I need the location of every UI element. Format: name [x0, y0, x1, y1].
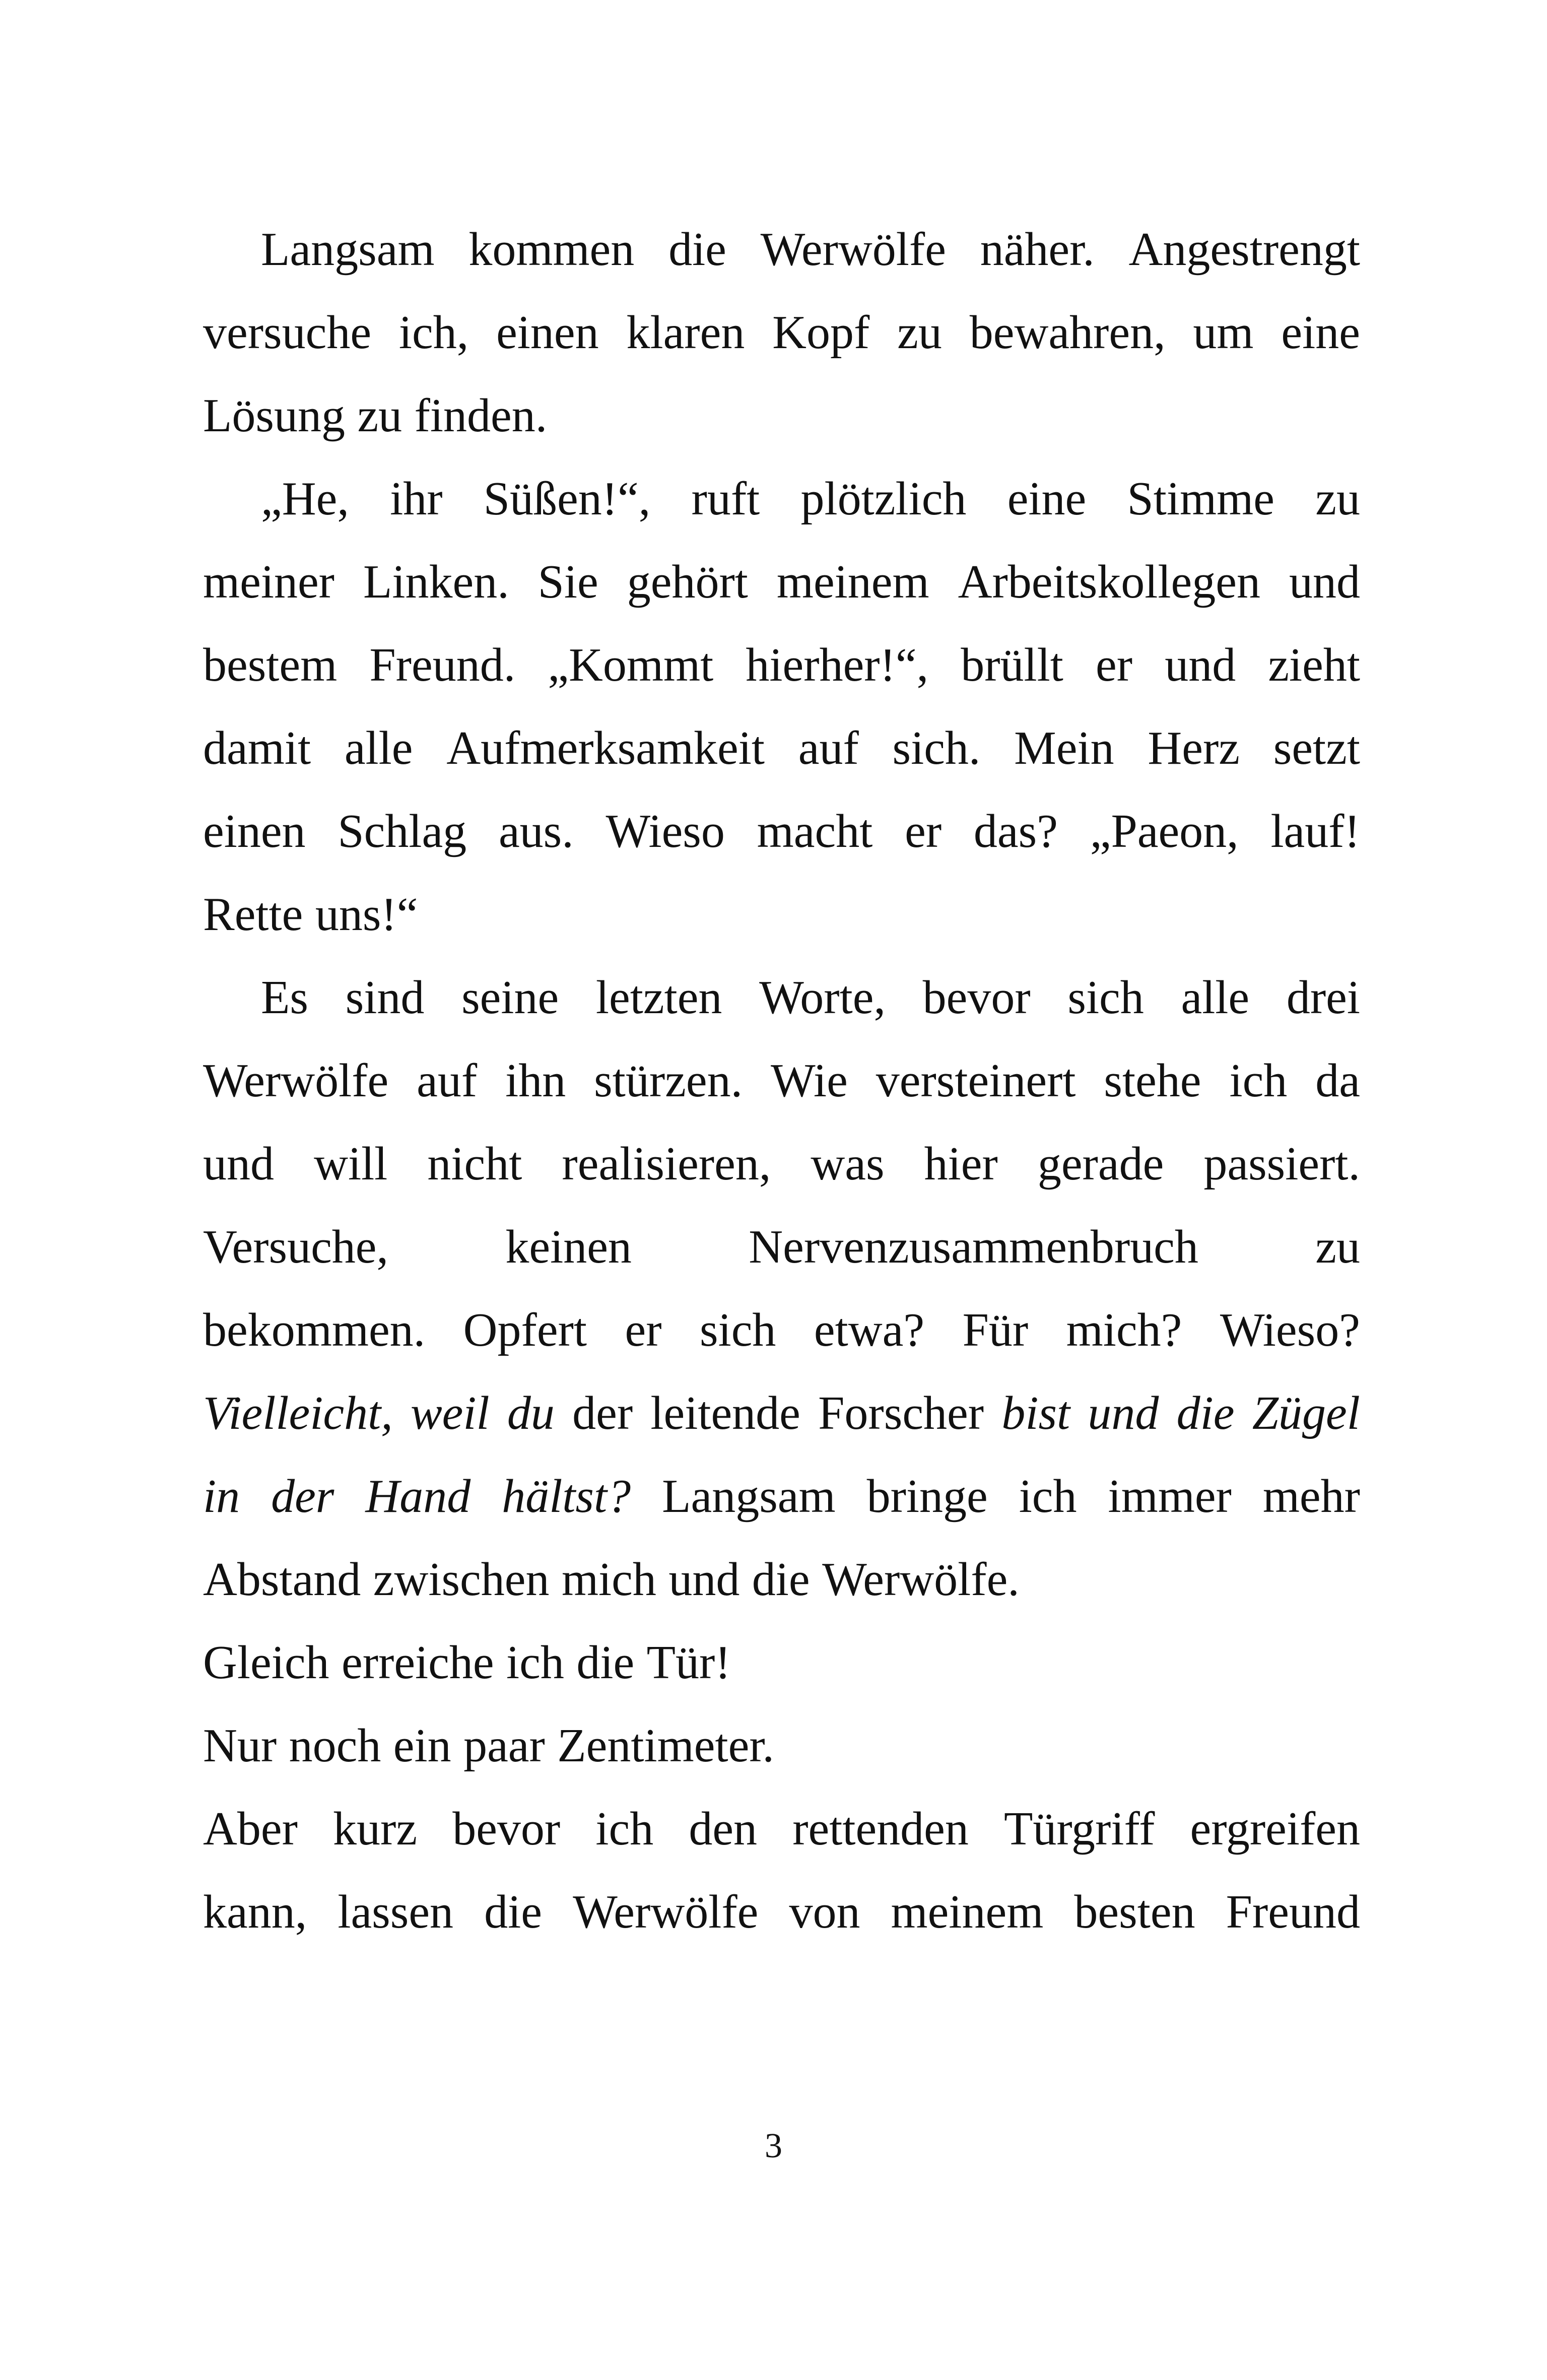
word: zieht	[1268, 639, 1360, 691]
word: alle	[344, 722, 413, 774]
word: Herz	[1148, 722, 1240, 774]
word: einen	[203, 805, 306, 857]
word: kurz	[333, 1803, 418, 1855]
word: ich	[1229, 1054, 1288, 1107]
word: paar	[463, 1720, 545, 1772]
text-line	[203, 956, 1360, 1039]
text-line	[203, 1289, 1360, 1372]
word: bevor	[452, 1803, 561, 1855]
word: keinen	[505, 1221, 632, 1273]
word: Aufmerksamkeit	[446, 722, 765, 774]
word: Türgriff	[1004, 1803, 1155, 1855]
word: immer	[1108, 1470, 1232, 1523]
word: und	[1289, 556, 1360, 608]
word: Wieso	[606, 805, 725, 857]
word: und	[203, 1138, 274, 1190]
text-line	[203, 1206, 1360, 1289]
word: ich	[506, 1636, 564, 1689]
italic-word: der	[271, 1470, 334, 1523]
text-line	[203, 707, 1360, 790]
text-line	[203, 1871, 1360, 1954]
word: und	[1165, 639, 1236, 691]
word: Für	[962, 1304, 1029, 1356]
word: Rette	[203, 888, 303, 941]
word: lassen	[338, 1886, 454, 1938]
word: sich.	[892, 722, 981, 774]
word: Zentimeter.	[557, 1720, 774, 1772]
word: alle	[1181, 971, 1250, 1024]
word: gerade	[1037, 1138, 1164, 1190]
word: Werwölfe	[573, 1886, 759, 1938]
word: besten	[1074, 1886, 1195, 1938]
word: Werwölfe	[203, 1054, 389, 1107]
word: den	[689, 1803, 758, 1855]
italic-word: Zügel	[1252, 1387, 1360, 1439]
word: Süßen!“,	[483, 473, 651, 525]
word: das?	[973, 805, 1058, 857]
word: eine	[1281, 306, 1360, 359]
word: sind	[345, 971, 425, 1024]
word: Freund	[1226, 1886, 1360, 1938]
text-line	[203, 1621, 1360, 1704]
word: ihn	[505, 1054, 566, 1107]
word: Wieso?	[1220, 1304, 1360, 1356]
word: aus.	[498, 805, 574, 857]
word: gehört	[627, 556, 748, 608]
word: meiner	[203, 556, 334, 608]
word: Werwölfe	[760, 223, 946, 276]
text-line	[203, 457, 1360, 541]
text-line	[203, 291, 1360, 374]
text-line	[203, 873, 1360, 956]
italic-word: die	[1176, 1387, 1235, 1439]
text-line	[203, 1372, 1360, 1455]
word: meinem	[891, 1886, 1044, 1938]
italic-word: Hand	[365, 1470, 471, 1523]
word: kommen	[468, 223, 635, 276]
word: zu	[357, 389, 402, 442]
word: seine	[461, 971, 559, 1024]
word: will	[314, 1138, 388, 1190]
word: die	[668, 223, 726, 276]
word: Mein	[1014, 722, 1114, 774]
word: stehe	[1104, 1054, 1201, 1107]
word: Langsam	[662, 1470, 836, 1523]
word: zu	[1315, 473, 1360, 525]
italic-word: hältst?	[502, 1470, 631, 1523]
word: finden.	[414, 389, 548, 442]
word: meinem	[776, 556, 929, 608]
word: plötzlich	[800, 473, 967, 525]
word: hier	[924, 1138, 998, 1190]
word: Stimme	[1127, 473, 1274, 525]
word: drei	[1286, 971, 1360, 1024]
word: Worte,	[759, 971, 886, 1024]
word: er	[905, 805, 942, 857]
word: realisieren,	[562, 1138, 771, 1190]
word: Es	[261, 971, 308, 1024]
word: Angestrengt	[1128, 223, 1360, 276]
word: er	[625, 1304, 662, 1356]
word: kann,	[203, 1886, 307, 1938]
word: zwischen	[373, 1553, 550, 1606]
word: Opfert	[463, 1304, 587, 1356]
word: zu	[1315, 1221, 1360, 1273]
word: Forscher	[818, 1387, 984, 1439]
page-number: 3	[765, 2127, 782, 2165]
word: der	[572, 1387, 633, 1439]
word: ihr	[390, 473, 443, 525]
word: Abstand	[203, 1553, 361, 1606]
word: „Paeon,	[1090, 805, 1239, 857]
italic-word: in	[203, 1470, 240, 1523]
word: bringe	[866, 1470, 988, 1523]
word: ergreifen	[1190, 1803, 1360, 1855]
word: auf	[798, 722, 859, 774]
word: etwa?	[814, 1304, 925, 1356]
word: eine	[1007, 473, 1087, 525]
word: nicht	[427, 1138, 522, 1190]
word: Kopf	[772, 306, 870, 359]
page-body	[203, 208, 1360, 1954]
word: sich	[700, 1304, 776, 1356]
word: rettenden	[792, 1803, 969, 1855]
word: Langsam	[261, 223, 435, 276]
word: Freund.	[369, 639, 516, 691]
word: ein	[393, 1720, 451, 1772]
word: da	[1315, 1054, 1360, 1107]
word: Wie	[771, 1054, 848, 1107]
word: bevor	[922, 971, 1031, 1024]
text-line	[203, 790, 1360, 873]
word: von	[789, 1886, 860, 1938]
word: ich	[1019, 1470, 1077, 1523]
word: passiert.	[1203, 1138, 1360, 1190]
word: einen	[496, 306, 599, 359]
text-line	[203, 624, 1360, 707]
word: mich	[561, 1553, 656, 1606]
word: Aber	[203, 1803, 298, 1855]
word: „He,	[261, 473, 349, 525]
word: Versuche,	[203, 1221, 389, 1273]
word: „Kommt	[548, 639, 714, 691]
word: letzten	[595, 971, 722, 1024]
word: hierher!“,	[746, 639, 929, 691]
italic-word: Vielleicht,	[203, 1387, 393, 1439]
word: versuche	[203, 306, 372, 359]
word: noch	[289, 1720, 381, 1772]
word: damit	[203, 722, 311, 774]
text-line	[203, 541, 1360, 624]
word: mehr	[1262, 1470, 1360, 1523]
word: ich	[595, 1803, 654, 1855]
word: mich?	[1066, 1304, 1182, 1356]
text-line	[203, 374, 1360, 457]
word: Werwölfe.	[822, 1553, 1020, 1606]
text-line	[203, 208, 1360, 291]
word: klaren	[626, 306, 745, 359]
word: zu	[897, 306, 942, 359]
word: die	[484, 1886, 542, 1938]
text-line	[203, 1122, 1360, 1206]
word: brüllt	[961, 639, 1063, 691]
word: Gleich	[203, 1636, 329, 1689]
text-line	[203, 1455, 1360, 1538]
italic-word: bist	[1001, 1387, 1070, 1439]
word: auf	[417, 1054, 478, 1107]
word: leitende	[650, 1387, 800, 1439]
word: Lösung	[203, 389, 345, 442]
word: die	[752, 1553, 810, 1606]
text-line	[203, 1039, 1360, 1122]
word: stürzen.	[594, 1054, 743, 1107]
word: was	[811, 1138, 885, 1190]
text-line	[203, 1538, 1360, 1621]
word: sich	[1067, 971, 1144, 1024]
word: Nur	[203, 1720, 277, 1772]
italic-word: und	[1088, 1387, 1159, 1439]
word: er	[1096, 639, 1133, 691]
text-line	[203, 1704, 1360, 1788]
word: macht	[757, 805, 873, 857]
word: Tür!	[646, 1636, 731, 1689]
word: näher.	[980, 223, 1095, 276]
word: ich,	[398, 306, 469, 359]
word: uns!“	[315, 888, 418, 941]
word: Arbeitskollegen	[958, 556, 1260, 608]
word: um	[1193, 306, 1254, 359]
italic-word: weil	[410, 1387, 490, 1439]
word: bekommen.	[203, 1304, 426, 1356]
word: versteinert	[876, 1054, 1076, 1107]
word: und	[668, 1553, 740, 1606]
word: setzt	[1273, 722, 1360, 774]
word: die	[576, 1636, 635, 1689]
word: Nervenzusammenbruch	[749, 1221, 1198, 1273]
word: Schlag	[338, 805, 467, 857]
word: lauf!	[1270, 805, 1360, 857]
word: Sie	[537, 556, 598, 608]
word: Linken.	[363, 556, 509, 608]
word: erreiche	[342, 1636, 494, 1689]
word: ruft	[691, 473, 760, 525]
text-line	[203, 1788, 1360, 1871]
word: bestem	[203, 639, 338, 691]
word: bewahren,	[969, 306, 1166, 359]
italic-word: du	[507, 1387, 555, 1439]
